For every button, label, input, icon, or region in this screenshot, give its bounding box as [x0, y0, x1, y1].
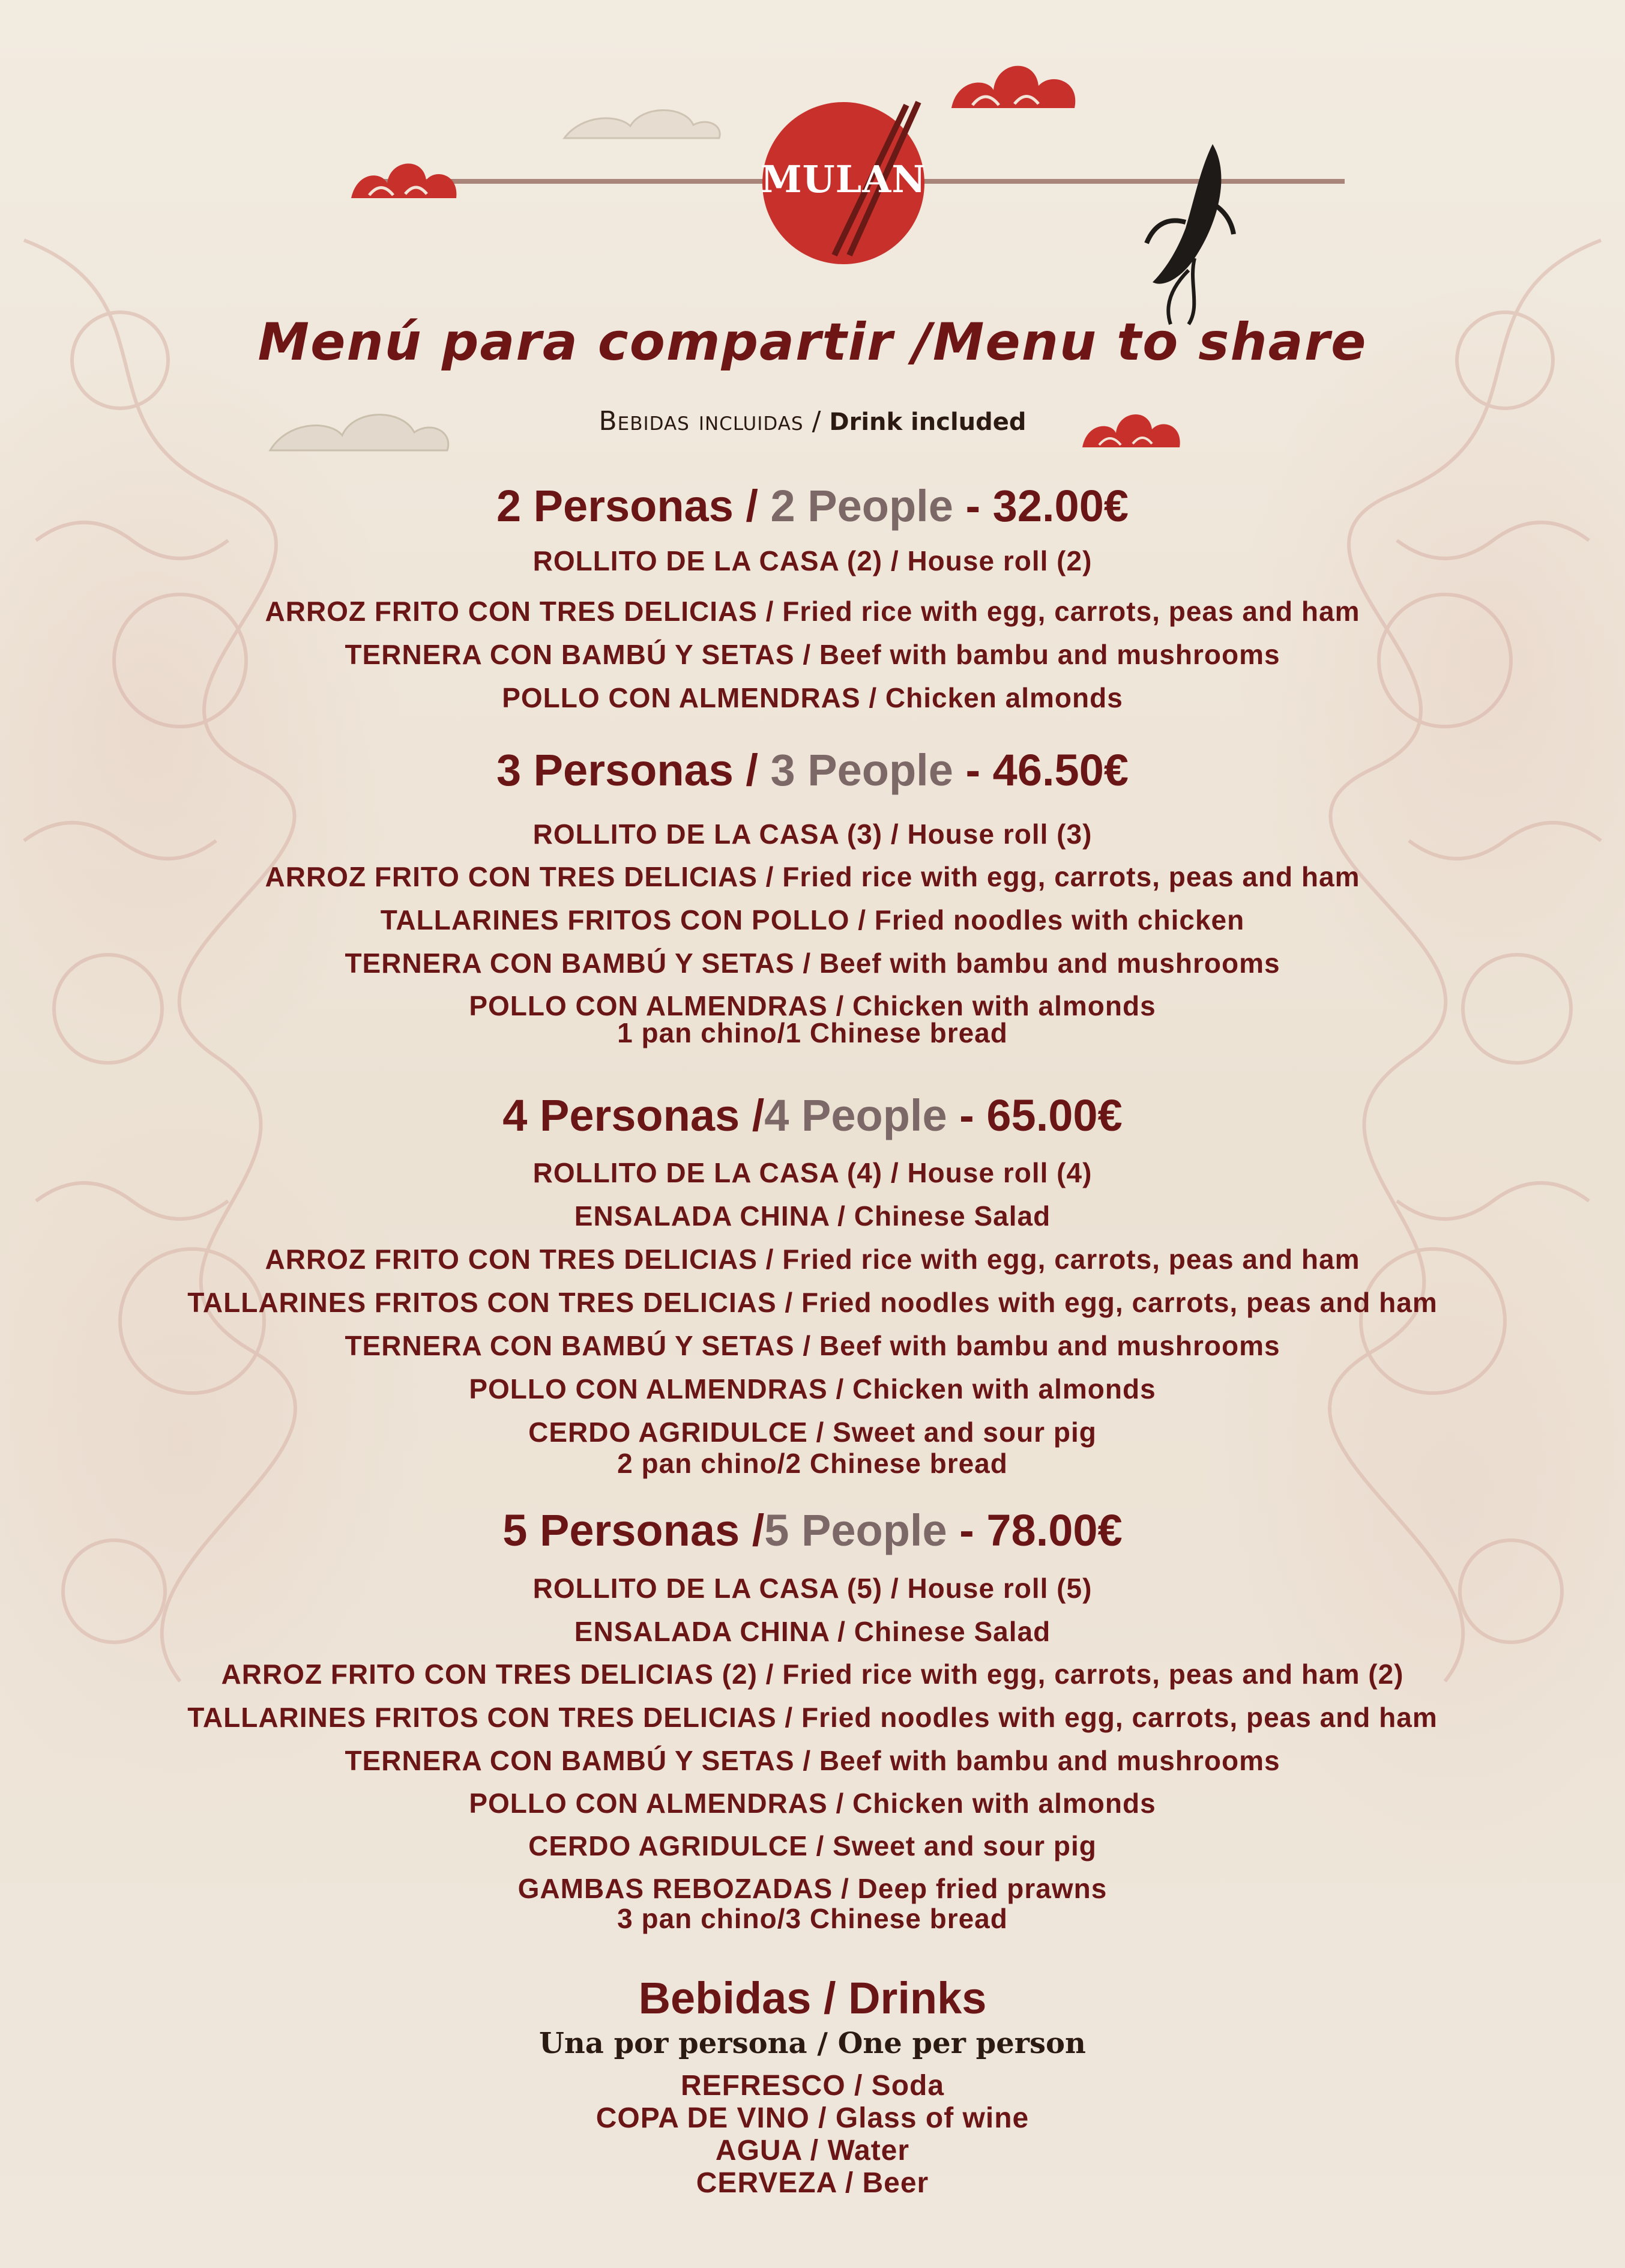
heading-price: - 65.00€: [947, 1090, 1123, 1140]
drink-item: REFRESCO / Soda: [680, 2070, 945, 2102]
menu-item: 2 pan chino/2 Chinese bread: [617, 1448, 1008, 1479]
menu-item: 3 pan chino/3 Chinese bread: [617, 1903, 1008, 1934]
drink-item: COPA DE VINO / Glass of wine: [595, 2102, 1030, 2134]
subtitle-separator: /: [803, 406, 830, 437]
subtitle: [0, 406, 1625, 437]
section-heading-4-people: [0, 1090, 1625, 1141]
cloud-gray-top-icon: [558, 90, 726, 150]
menu-item: ENSALADA CHINA / Chinese Salad: [574, 1200, 1051, 1232]
menu-item: ENSALADA CHINA / Chinese Salad: [574, 1616, 1051, 1647]
heading-en: 2 People: [770, 481, 953, 531]
menu-item: CERDO AGRIDULCE / Sweet and sour pig: [528, 1830, 1097, 1861]
menu-item: ARROZ FRITO CON TRES DELICIAS / Fried rice with egg, carrots, peas and ham: [265, 1244, 1360, 1275]
drinks-heading: Bebidas / Drinks: [638, 1973, 987, 2023]
menu-item: ROLLITO DE LA CASA (2) / House roll (2): [532, 545, 1093, 576]
menu-item: ARROZ FRITO CON TRES DELICIAS / Fried rice with egg, carrots, peas and ham: [265, 861, 1360, 892]
menu-item: TERNERA CON BAMBÚ Y SETAS / Beef with bambu and mushrooms: [345, 948, 1280, 979]
menu-item: TALLARINES FRITOS CON TRES DELICIAS / Fried noodles with egg, carrots, peas and ham: [187, 1702, 1438, 1733]
section-heading-2-people: [0, 480, 1625, 531]
cloud-left-icon: [345, 147, 465, 213]
heading-en: 5 People: [764, 1505, 947, 1555]
drinks-note: Una por persona / One per person: [539, 2027, 1086, 2060]
koi-fish-icon: [1129, 132, 1249, 330]
subtitle-en: Drink included: [829, 408, 1027, 436]
menu-item: TALLARINES FRITOS CON POLLO / Fried noodles with chicken: [380, 904, 1245, 936]
heading-price: - 46.50€: [953, 745, 1129, 795]
heading-en: 3 People: [770, 745, 953, 795]
section-heading-3-people: [0, 745, 1625, 796]
menu-item: CERDO AGRIDULCE / Sweet and sour pig: [528, 1417, 1097, 1448]
drink-item: AGUA / Water: [715, 2135, 910, 2167]
menu-item: POLLO CON ALMENDRAS / Chicken with almonds: [469, 1788, 1156, 1819]
menu-item: GAMBAS REBOZADAS / Deep fried prawns: [517, 1873, 1108, 1904]
heading-es: 3 Personas /: [496, 745, 771, 795]
heading-es: 5 Personas /: [502, 1505, 765, 1555]
page-title: Menú para compartir /Menu to share: [258, 312, 1367, 372]
cloud-top-icon: [945, 51, 1084, 123]
menu-item: ROLLITO DE LA CASA (5) / House roll (5): [532, 1573, 1093, 1604]
heading-en: 4 People: [764, 1090, 947, 1140]
section-heading-5-people: [0, 1505, 1625, 1556]
menu-item: ARROZ FRITO CON TRES DELICIAS / Fried rice with egg, carrots, peas and ham: [265, 596, 1360, 627]
subtitle-es: Bebidas incluidas: [598, 406, 804, 437]
menu-item: TALLARINES FRITOS CON TRES DELICIAS / Fried noodles with egg, carrots, peas and ham: [187, 1287, 1438, 1318]
menu-item: ROLLITO DE LA CASA (4) / House roll (4): [532, 1157, 1093, 1188]
menu-item: 1 pan chino/1 Chinese bread: [617, 1017, 1008, 1048]
menu-item: TERNERA CON BAMBÚ Y SETAS / Beef with bambu and mushrooms: [345, 1745, 1280, 1776]
drink-item: CERVEZA / Beer: [696, 2167, 929, 2199]
logo-text: MULAN: [760, 157, 927, 201]
menu-item: ROLLITO DE LA CASA (3) / House roll (3): [532, 818, 1093, 850]
menu-item: POLLO CON ALMENDRAS / Chicken with almonds: [469, 990, 1156, 1021]
heading-es: 4 Personas /: [502, 1090, 765, 1140]
menu-item: ARROZ FRITO CON TRES DELICIAS (2) / Fried rice with egg, carrots, peas and ham (2): [221, 1659, 1404, 1690]
heading-price: - 32.00€: [953, 481, 1129, 531]
menu-item: TERNERA CON BAMBÚ Y SETAS / Beef with bambu and mushrooms: [345, 1330, 1280, 1361]
menu-item: TERNERA CON BAMBÚ Y SETAS / Beef with bambu and mushrooms: [345, 639, 1280, 670]
heading-es: 2 Personas /: [496, 481, 771, 531]
menu-item: POLLO CON ALMENDRAS / Chicken with almonds: [469, 1373, 1156, 1405]
menu-item: POLLO CON ALMENDRAS / Chicken almonds: [502, 682, 1123, 713]
heading-price: - 78.00€: [947, 1505, 1123, 1555]
